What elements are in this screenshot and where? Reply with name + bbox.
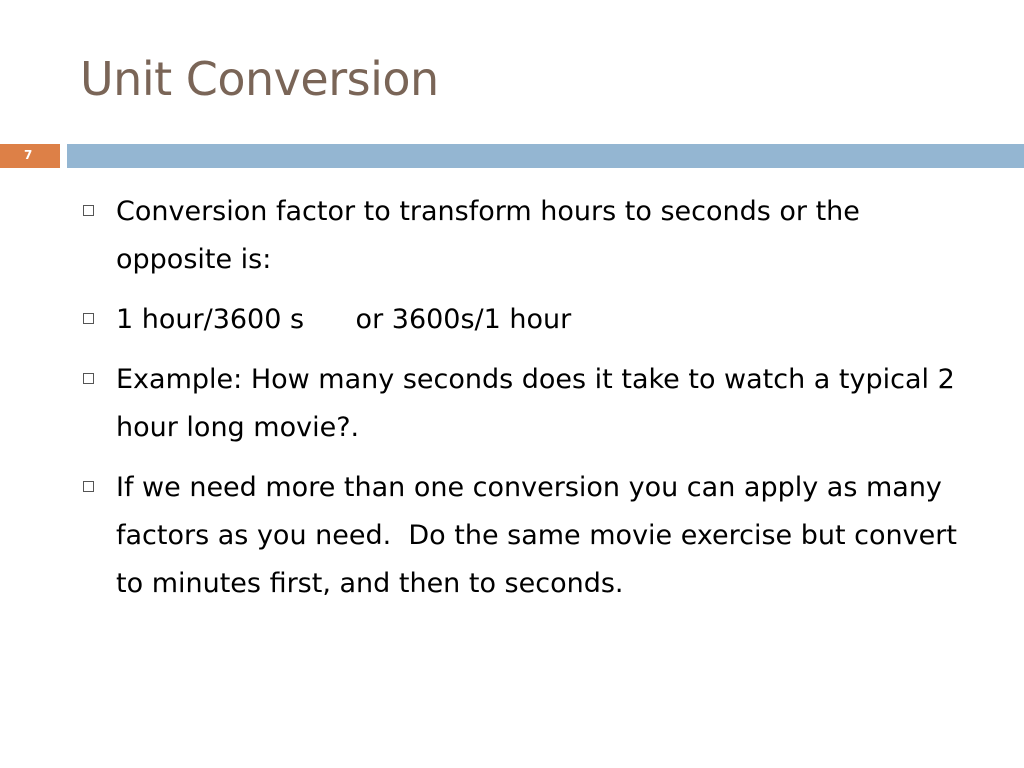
slide-number: 7 — [0, 144, 60, 168]
bullet-item — [80, 296, 980, 344]
bullet-list — [80, 188, 980, 620]
bullet-text: If we need more than one conversion you can apply as many factors as you need. Do the same movie exercise but convert to minutes first, and then to seconds. — [116, 472, 966, 599]
hollow-square-bullet-icon — [83, 373, 94, 384]
bullet-text: Conversion factor to transform hours to seconds or the opposite is: — [116, 196, 869, 275]
bullet-item — [80, 188, 980, 284]
bullet-item — [80, 464, 980, 608]
hollow-square-bullet-icon — [83, 313, 94, 324]
bullet-item — [80, 356, 980, 452]
bullet-text: 1 hour/3600 s or 3600s/1 hour — [116, 304, 572, 335]
hollow-square-bullet-icon — [83, 481, 94, 492]
accent-bar — [67, 144, 1024, 168]
bullet-text: Example: How many seconds does it take to watch a typical 2 hour long movie?. — [116, 364, 964, 443]
hollow-square-bullet-icon — [83, 205, 94, 216]
title-divider — [0, 144, 1024, 168]
slide-title: Unit Conversion — [80, 52, 439, 106]
